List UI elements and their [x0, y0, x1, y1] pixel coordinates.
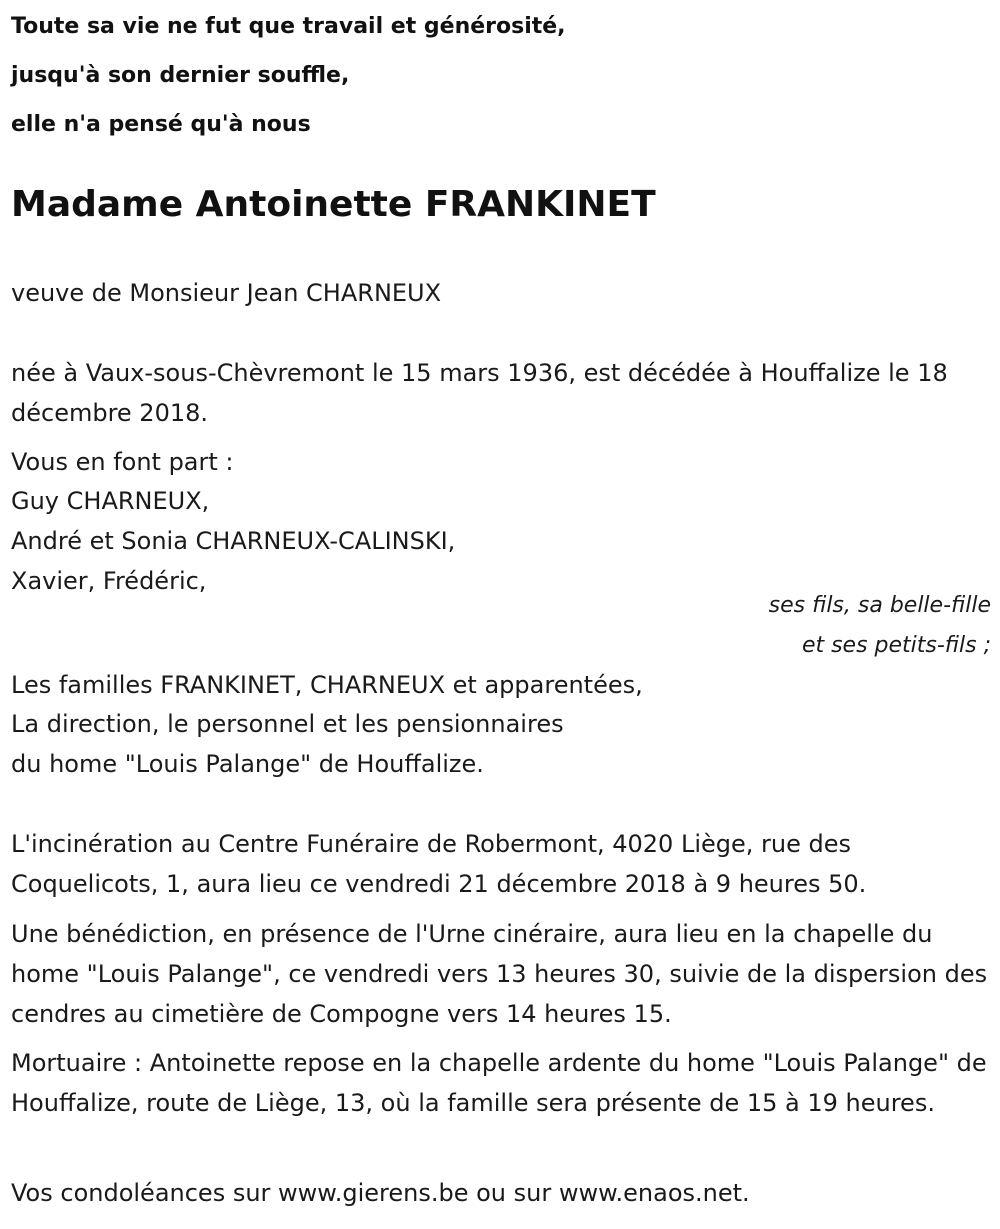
birth-death-paragraph: née à Vaux-sous-Chèvremont le 15 mars 1936, est décédée à Houffalize le 18 décembre 2018.	[11, 359, 948, 427]
blessing-paragraph: Une bénédiction, en présence de l'Urne cinéraire, aura lieu en la chapelle du home "Louis Palange", ce vendredi vers 13 heures 30, suivie de la dispersion des cendres au cimetière de Compogne vers 14 heures 15.	[11, 920, 988, 1028]
announcer-other: Les familles FRANKINET, CHARNEUX et apparentées,	[11, 671, 643, 699]
epigraph-line-2: jusqu'à son dernier souffle,	[11, 63, 350, 88]
mortuary-paragraph: Mortuaire : Antoinette repose en la chapelle ardente du home "Louis Palange" de Houffalize, route de Liège, 13, où la famille sera présente de 15 à 19 heures.	[11, 1049, 987, 1117]
announcer-name: Xavier, Frédéric,	[11, 567, 207, 595]
epigraph-line-1: Toute sa vie ne fut que travail et générosité,	[11, 14, 566, 39]
cremation-paragraph: L'incinération au Centre Funéraire de Robermont, 4020 Liège, rue des Coquelicots, 1, aura lieu ce vendredi 21 décembre 2018 à 9 heures 50.	[11, 830, 867, 898]
relation-line-1: ses fils, sa belle-fille	[768, 593, 991, 618]
announcer-name: André et Sonia CHARNEUX-CALINSKI,	[11, 527, 456, 555]
relation-line-2: et ses petits-fils ;	[801, 633, 991, 658]
announcer-other: du home "Louis Palange" de Houffalize.	[11, 750, 484, 778]
announcers-intro: Vous en font part :	[11, 448, 234, 476]
condolences-line: Vos condoléances sur www.gierens.be ou sur www.enaos.net.	[11, 1179, 750, 1207]
deceased-name: Madame Antoinette FRANKINET	[11, 184, 656, 225]
epigraph-line-3: elle n'a pensé qu'à nous	[11, 112, 311, 137]
spouse-line: veuve de Monsieur Jean CHARNEUX	[11, 279, 442, 307]
announcer-name: Guy CHARNEUX,	[11, 487, 210, 515]
announcer-other: La direction, le personnel et les pensionnaires	[11, 710, 564, 738]
